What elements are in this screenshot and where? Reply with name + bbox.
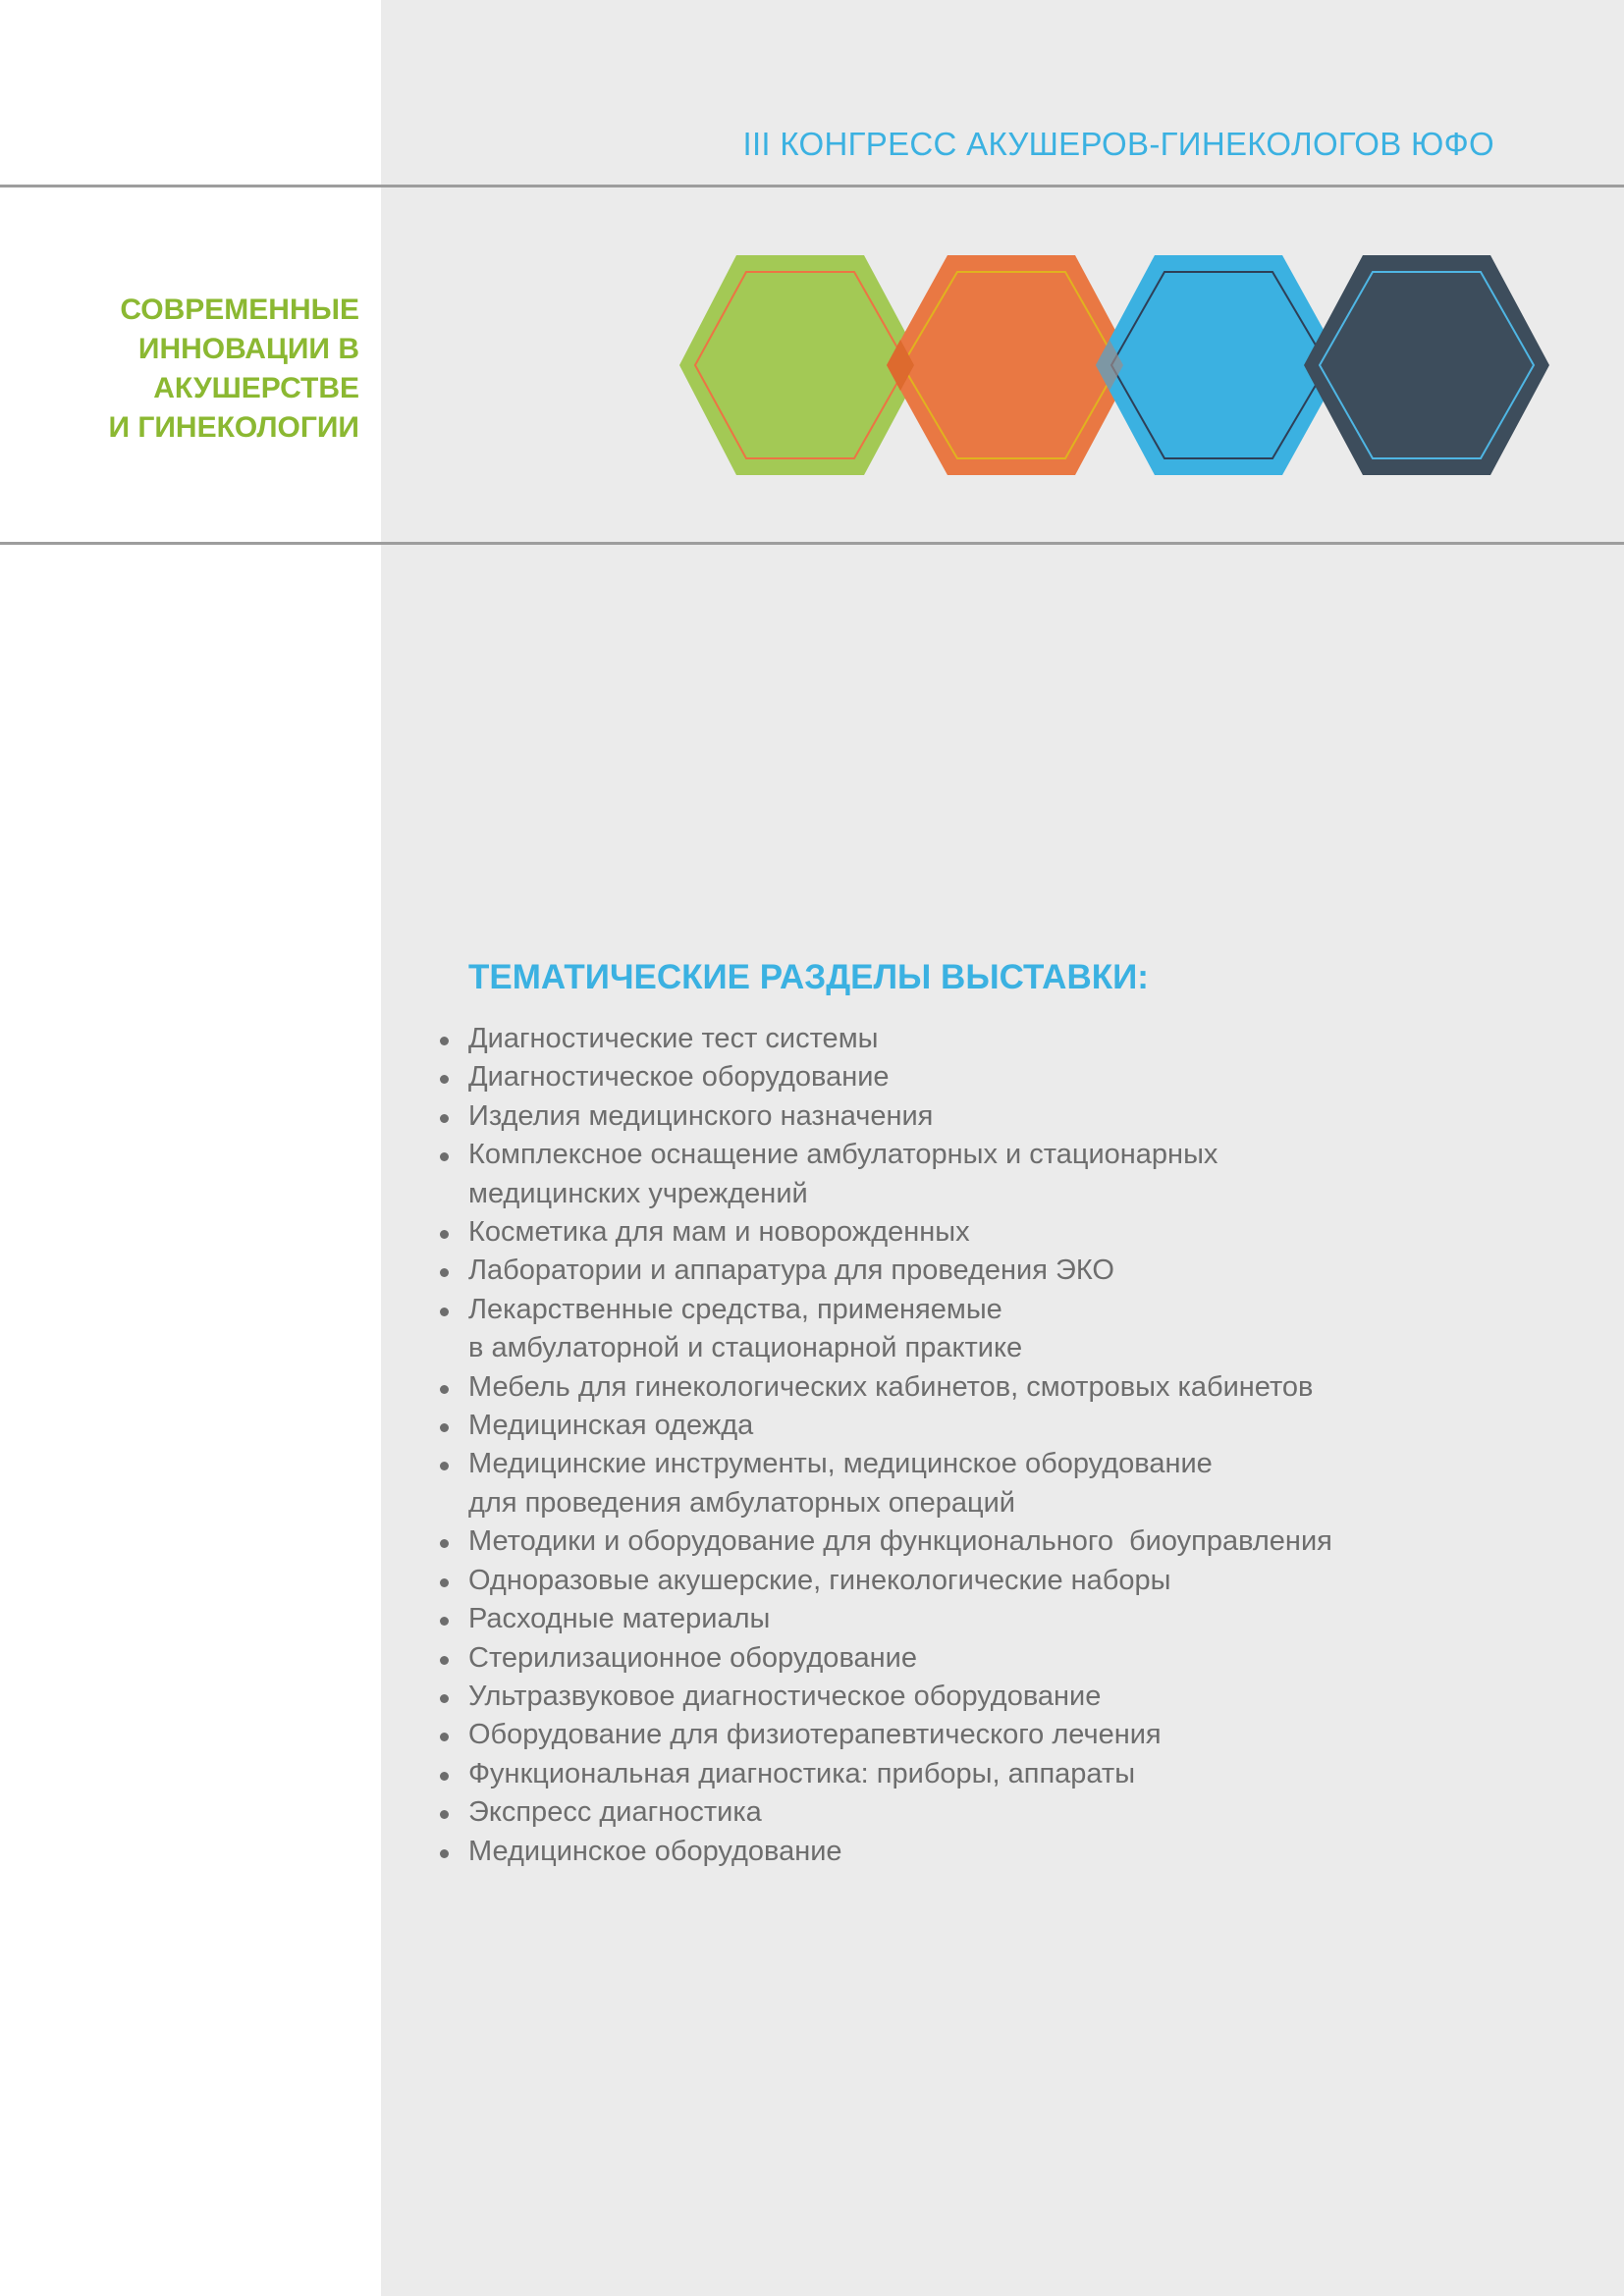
topic-list-item [468, 1058, 1332, 1096]
topic-list-item [468, 1639, 1332, 1678]
topic-text: Одноразовые акушерские, гинекологические наборы [468, 1564, 1171, 1596]
green-hexagon-fill [679, 255, 923, 475]
topic-text: Лекарственные средства, применяемые [468, 1293, 1002, 1325]
topic-text: Медицинская одежда [468, 1410, 754, 1442]
topic-text: Лаборатории и аппаратура для проведения ЭКО [468, 1255, 1114, 1287]
bullet-icon [440, 1385, 449, 1394]
topic-list-item [468, 1020, 1332, 1058]
dark-hexagon-fill [1304, 255, 1549, 475]
topic-list-item [468, 1213, 1332, 1252]
topic-list-item [468, 1097, 1332, 1136]
topic-text: Диагностические тест системы [468, 1023, 879, 1054]
green-hexagon [679, 255, 923, 475]
topic-text: Расходные материалы [468, 1603, 771, 1635]
topic-text: Ультразвуковое диагностическое оборудование [468, 1680, 1102, 1712]
topic-list-item [468, 1678, 1332, 1716]
topic-list-item [468, 1522, 1332, 1561]
theme-title-line: АКУШЕРСТВЕ [153, 372, 359, 404]
bullet-icon [440, 1772, 449, 1781]
topic-text: Медицинское оборудование [468, 1835, 842, 1867]
topic-text: Функциональная диагностика: приборы, аппараты [468, 1757, 1136, 1789]
topic-list-item [468, 1368, 1332, 1407]
bullet-icon [440, 1114, 449, 1123]
topic-text: Косметика для мам и новорожденных [468, 1216, 970, 1249]
bullet-icon [440, 1656, 449, 1665]
topic-text: Мебель для гинекологических кабинетов, смотровых кабинетов [468, 1370, 1314, 1403]
top-divider [0, 185, 1624, 187]
topic-text: Диагностическое оборудование [468, 1061, 890, 1094]
theme-title [65, 291, 359, 448]
bottom-divider [0, 542, 1624, 545]
bullet-icon [440, 1578, 449, 1587]
topic-list-item [468, 1407, 1332, 1445]
topic-text: Комплексное оснащение амбулаторных и стационарных [468, 1139, 1218, 1171]
topic-list-item [468, 1252, 1332, 1290]
topic-list-item [468, 1716, 1332, 1754]
topic-text: для проведения амбулаторных операций [468, 1486, 1016, 1519]
topic-text: Оборудование для физиотерапевтического лечения [468, 1719, 1162, 1751]
topic-list-item [468, 1445, 1332, 1522]
topic-list-item [468, 1833, 1332, 1871]
congress-title: III КОНГРЕСС АКУШЕРОВ-ГИНЕКОЛОГОВ ЮФО [742, 126, 1494, 162]
hexagon-decoration [676, 255, 1549, 475]
bullet-icon [440, 1849, 449, 1858]
topic-text: Стерилизационное оборудование [468, 1641, 917, 1674]
topic-list-item [468, 1562, 1332, 1600]
topic-text: Методики и оборудование для функционального биоуправления [468, 1525, 1332, 1558]
exhibition-topics-list [468, 1020, 1332, 1871]
bullet-icon [440, 1037, 449, 1045]
bullet-icon [440, 1230, 449, 1239]
topic-list-item [468, 1755, 1332, 1793]
topic-list-item [468, 1600, 1332, 1638]
exhibition-sections-heading: ТЕМАТИЧЕСКИЕ РАЗДЕЛЫ ВЫСТАВКИ: [468, 958, 1149, 996]
bullet-icon [440, 1308, 449, 1316]
topic-text: Экспресс диагностика [468, 1796, 762, 1829]
topic-list-item [468, 1291, 1332, 1368]
theme-title-line: ИННОВАЦИИ В [137, 333, 359, 365]
theme-title-line: СОВРЕМЕННЫЕ [120, 294, 359, 326]
topic-list-item [468, 1136, 1332, 1213]
topic-text: в амбулаторной и стационарной практике [468, 1332, 1023, 1364]
bullet-icon [440, 1423, 449, 1432]
topic-list-item [468, 1793, 1332, 1832]
topic-text: Медицинские инструменты, медицинское оборудование [468, 1448, 1213, 1480]
topic-text: Изделия медицинского назначения [468, 1099, 934, 1132]
theme-title-line: И ГИНЕКОЛОГИИ [108, 411, 359, 444]
topic-text: медицинских учреждений [468, 1177, 808, 1209]
dark-hexagon [1304, 255, 1549, 475]
bullet-icon [440, 1694, 449, 1703]
